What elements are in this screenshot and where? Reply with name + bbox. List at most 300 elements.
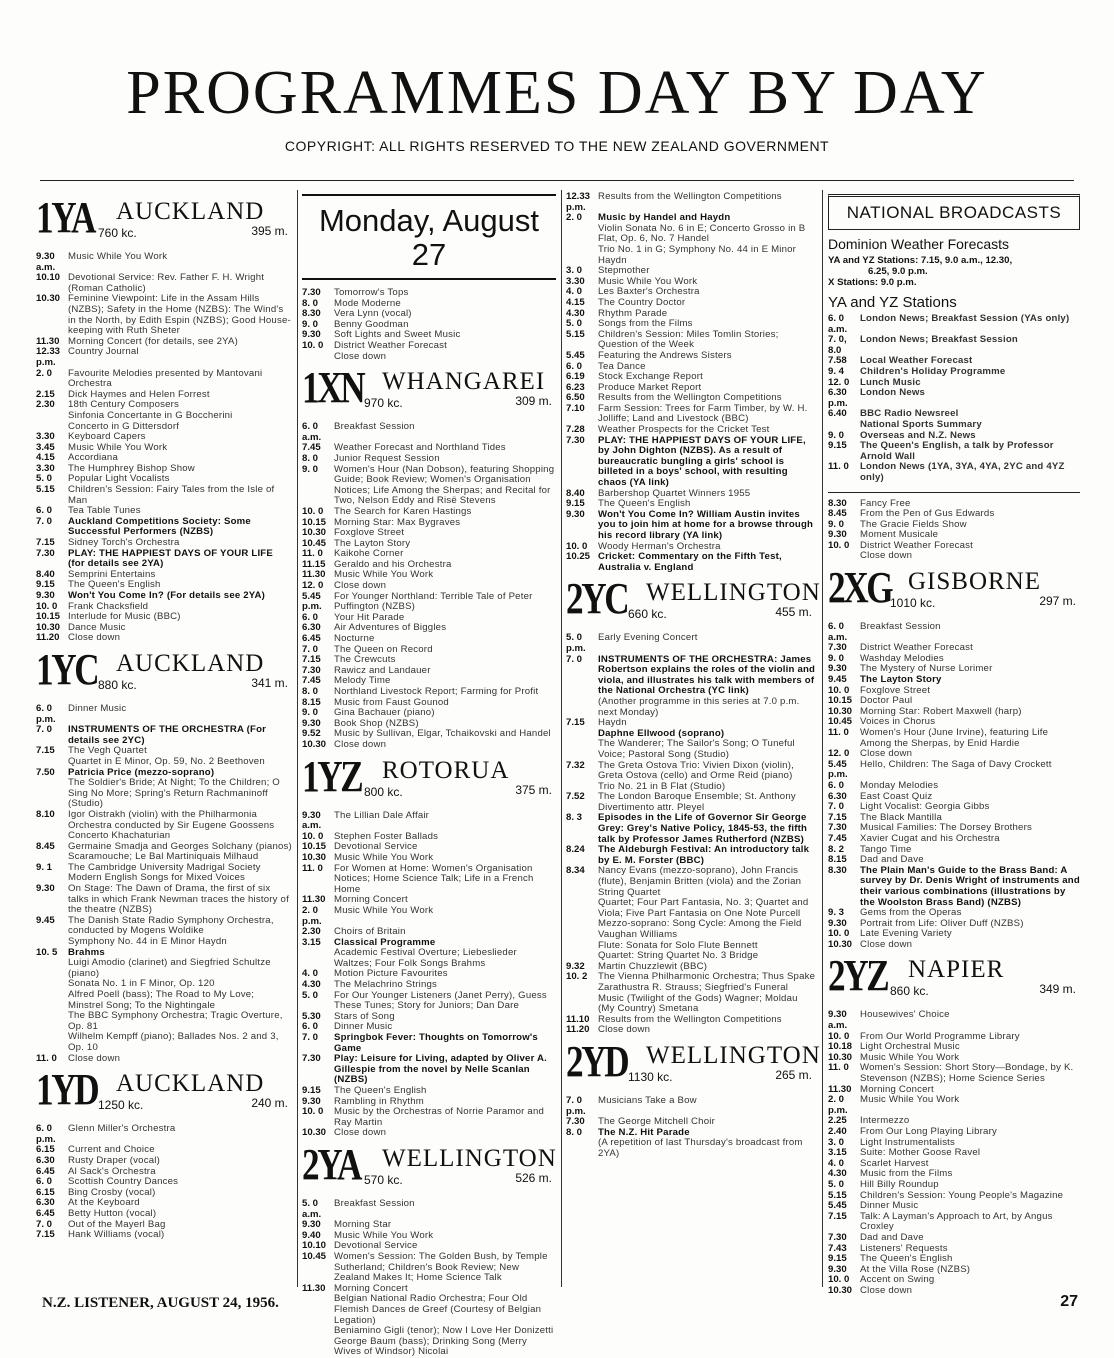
programme-title: Dance Music: [68, 621, 126, 633]
station-city: NAPIER: [908, 956, 1005, 984]
programme-title: The Layton Story: [860, 674, 942, 686]
programme-title: Women's Hour (Nan Dobson), featuring Shopping Guide; Book Review; Women's Organisation Notices; Life Among the Sherpas; and Recital for Two, Nelson Eddy and Risë Stevens: [334, 463, 555, 507]
programme-title: Music While You Work: [68, 441, 168, 453]
programme-time: 10. 0: [302, 830, 324, 842]
programme-time: 3. 0: [828, 1136, 845, 1148]
programme-title: Benny Goodman: [334, 318, 409, 330]
programme-title: Breakfast Session: [860, 621, 941, 633]
station-frequency: 1250 kc.: [98, 1098, 144, 1113]
programme-title: Children's Session: Young People's Magazine: [860, 1189, 1064, 1201]
programme-time: 6. 0 p.m.: [36, 702, 56, 725]
programme-time: 7.28: [566, 424, 585, 436]
station-block: [36, 193, 292, 644]
programme-time: 6. 0 a.m.: [828, 313, 848, 335]
programme-time: 4.30: [828, 1168, 847, 1180]
programme-time: 10.30: [828, 1284, 853, 1296]
programme-title: Children's Session: Fairy Tales from the Isle of Man: [68, 484, 275, 506]
programme-title: Talk: A Layman's Approach to Art, by Angus Croxley: [860, 1210, 1053, 1233]
programme-title: Women's Session: Short Story—Bondage, by K. Stevenson (NZBS); Home Science Series: [860, 1062, 1074, 1085]
station-header: [36, 1065, 292, 1120]
programme-title: The Plain Man's Guide to the Brass Band: A survey by Dr. Denis Wright of instruments and their various combinations (illustrations by the Woolston Brass Band) (NZBS): [860, 864, 1080, 908]
station-call-sign: 2YA: [302, 1139, 361, 1189]
programme-title: Your Hit Parade: [334, 611, 405, 623]
programme-title: The Humphrey Bishop Show: [68, 462, 195, 474]
programme-time: [36, 958, 68, 979]
programme-title: Geraldo and his Orchestra: [334, 558, 452, 570]
programme-row: [566, 245, 816, 266]
programme-title: Brahms: [68, 946, 105, 958]
programme-title: Rhythm Parade: [598, 307, 668, 319]
programme-title: Semprini Entertains: [68, 568, 156, 580]
programme-time: 9.15: [828, 1253, 847, 1265]
programme-time: 7.15: [828, 1210, 847, 1222]
programme-title: Dinner Music: [860, 1200, 919, 1212]
programme-time: 8. 2: [828, 843, 845, 855]
programme-title: Popular Light Vocalists: [68, 473, 170, 485]
programme-title: The Danish State Radio Symphony Orchestra, conducted by Mogens Woldike: [68, 914, 274, 937]
programme-time: 7.15: [566, 717, 585, 729]
programme-title: Igor Oistrakh (violin) with the Philharmonia Orchestra conducted by Sir Eugene Goossens: [68, 808, 275, 831]
programme-title: Beniamino Gigli (tenor); Now I Love Her Donizetti: [334, 1325, 554, 1337]
programme-time: 10. 0: [302, 505, 324, 517]
programme-title: The Greta Ostova Trio: Vivien Dixon (violin), Greta Ostova (cello) and Orme Reid (piano): [598, 759, 794, 782]
programme-row: [566, 404, 816, 425]
programme-time: 3.30: [36, 431, 55, 443]
programme-time: 11.30: [302, 1282, 326, 1294]
programme-time: 5. 0 p.m.: [566, 632, 586, 654]
programme-title: Light Instrumentalists: [860, 1136, 956, 1148]
programme-time: 7. 0, 8.0: [828, 334, 847, 356]
programme-time: 10.10: [36, 272, 61, 284]
programme-title: Accordiana: [68, 452, 118, 464]
programme-time: 11. 0: [36, 1052, 57, 1064]
programme-title: Close down: [334, 580, 387, 592]
programme-time: [36, 411, 68, 422]
station-city: WELLINGTON: [382, 1144, 557, 1172]
programme-title: Keyboard Capers: [68, 431, 146, 443]
programme-time: 11.30: [302, 569, 326, 581]
programme-time: 2. 0 p.m.: [302, 904, 322, 927]
programme-row: [36, 778, 292, 810]
programme-row: [302, 1128, 556, 1139]
programme-title: The Queen's English: [68, 579, 161, 591]
station-frequency: 880 kc.: [98, 677, 137, 692]
programme-time: 10.15: [36, 611, 61, 623]
programme-time: 10.15: [828, 695, 853, 707]
programme-title: INSTRUMENTS OF THE ORCHESTRA (For details see 2YC): [68, 724, 267, 746]
programme-time: 6. 0 a.m.: [302, 421, 322, 443]
programme-title: The Country Doctor: [598, 296, 686, 308]
programme-title: Weather Forecast and Northland Tides: [334, 442, 506, 454]
programme-time: 8.30: [302, 308, 321, 320]
programme-time: 4.30: [566, 307, 585, 319]
programme-title: Devotional Service: [334, 841, 418, 853]
weather-line: YA and YZ Stations: 7.15, 9.0 a.m., 12.30,: [828, 255, 1013, 266]
programme-time: 4. 0: [302, 968, 319, 980]
programme-title: Music from Faust Gounod: [334, 696, 449, 708]
programme-row: [36, 757, 292, 768]
programme-title: Frank Chacksfield: [68, 600, 149, 612]
programme-title: Nancy Evans (mezzo-soprano), John Francis (flute), Benjamin Britten (viola) and the Zorian String Quartet: [598, 865, 802, 898]
programme-time: 9.30 a.m.: [828, 1009, 848, 1032]
station-block: [36, 1065, 292, 1241]
programme-row: [36, 958, 292, 979]
programme-title: Light Orchestral Music: [860, 1041, 960, 1053]
programme-title: Dad and Dave: [860, 1231, 924, 1243]
programme-title: Results from the Wellington Competitions: [598, 191, 782, 202]
programme-time: 10. 0: [36, 600, 58, 612]
programme-time: 4.15: [36, 452, 55, 464]
programme-title: Housewives' Choice: [860, 1009, 950, 1021]
programme-time: 7.30: [566, 1116, 585, 1128]
programme-title: Belgian National Radio Orchestra; Four Old Flemish Dances de Greef (Courtesy of Belgian Legation): [334, 1293, 542, 1326]
programme-time: 6.30 p.m.: [828, 387, 848, 409]
programme-row: [36, 549, 292, 570]
column-1: [36, 192, 292, 1287]
programme-title: Stars of Song: [334, 1010, 395, 1022]
programme-row: [828, 335, 1080, 356]
programme-title: Sidney Torch's Orchestra: [68, 537, 180, 549]
programme-row: [36, 517, 292, 538]
programme-title: The Crewcuts: [334, 654, 396, 666]
programme-title: Episodes in the Life of Governor Sir George Grey: Grey's Native Policy, 1845-53, the fifth talk by Professor James Rutherford (NZBS): [598, 812, 808, 845]
programme-row: [302, 1033, 556, 1054]
ya-yz-stations-heading: YA and YZ Stations: [828, 294, 957, 311]
station-call-sign: 1YD: [36, 1065, 98, 1115]
programme-time: 9.30: [828, 663, 847, 675]
programme-time: 9.15: [828, 440, 847, 452]
programme-title: Won't You Come In? (For details see 2YA): [68, 590, 266, 601]
programme-title: London News: [860, 387, 926, 399]
programme-time: [36, 1011, 68, 1032]
programme-title: Women's Hour (June Irvine), featuring Life Among the Sherpas, by Enid Hardie: [860, 727, 1049, 749]
programme-title: The Vegh Quartet: [68, 745, 147, 757]
station-city: GISBORNE: [908, 568, 1042, 596]
programme-time: 7.30: [566, 434, 585, 446]
station-block: [566, 574, 821, 1036]
programme-time: 9.30: [828, 917, 847, 929]
programme-row: [36, 1209, 292, 1220]
programme-time: 5.45: [566, 349, 585, 361]
programme-title: Barbershop Quartet Winners 1955: [598, 487, 751, 499]
programme-row: [566, 192, 816, 213]
programme-row: [302, 341, 556, 352]
programme-title: Voices in Chorus: [860, 716, 936, 728]
programme-row: [828, 834, 1080, 845]
programme-time: [566, 697, 598, 718]
programme-row: [302, 465, 556, 507]
programme-title: Early Evening Concert: [598, 632, 698, 644]
station-block: [302, 751, 556, 1139]
national-broadcasts-box: NATIONAL BROADCASTS: [828, 194, 1080, 230]
programme-time: 10. 0: [302, 1106, 324, 1118]
programme-row: [566, 866, 816, 898]
programme-row: [302, 906, 556, 927]
programme-title: Tea Dance: [598, 360, 646, 372]
station-header: [36, 644, 292, 700]
programme-title: Morning Concert: [860, 1083, 934, 1095]
programme-title: Weather Prospects for the Cricket Test: [598, 424, 770, 436]
programme-time: 11. 0: [302, 548, 323, 560]
programme-time: 6.30: [828, 790, 847, 802]
programme-title: Scarlet Harvest: [860, 1157, 929, 1169]
station-wavelength: 349 m.: [1039, 982, 1076, 997]
programme-time: 6.30: [302, 622, 321, 634]
programme-title: Gems from the Operas: [860, 907, 962, 919]
programme-title: Music While You Work: [334, 904, 434, 916]
programme-title: Close down: [860, 938, 913, 950]
programme-row: [566, 845, 816, 866]
programme-title: Intermezzo: [860, 1115, 910, 1127]
programme-title: Results from the Wellington Competitions: [598, 1013, 782, 1025]
programme-title: Morning Concert (for details, see 2YA): [68, 335, 239, 347]
programme-title: Dad and Dave: [860, 854, 924, 866]
programme-title: The N.Z. Hit Parade: [598, 1126, 690, 1138]
weather-line: X Stations: 9.0 p.m.: [828, 277, 917, 288]
programme-title: On Stage: The Dawn of Drama, the first of six talks in which Frank Newman traces the history of the theatre (NZBS): [68, 883, 289, 916]
programme-time: 11.20: [36, 632, 60, 644]
programme-title: Motion Picture Favourites: [334, 968, 448, 980]
programme-time: 5.15: [36, 484, 55, 496]
programme-title: Children's Session: Miles Tomlin Stories; Question of the Week: [598, 328, 779, 351]
programme-time: 9.30: [828, 529, 847, 541]
column-divider: [822, 190, 823, 1287]
programme-row: [302, 991, 556, 1012]
programme-time: 7.15: [36, 537, 55, 549]
programme-time: 6. 0: [828, 779, 845, 791]
programme-title: Women's Session: The Golden Bush, by Temple Sutherland; Children's Book Review; New Zealand Makes It; Home Science Talk: [334, 1250, 548, 1284]
programme-row: [828, 388, 1080, 409]
programme-title: Rusty Draper (vocal): [68, 1154, 160, 1166]
programme-time: 6.30: [36, 1154, 55, 1166]
programme-row: [36, 1156, 292, 1167]
programme-row: [828, 1180, 1080, 1191]
programme-time: 9.32: [566, 960, 585, 972]
programme-time: 8.15: [828, 854, 847, 866]
programme-time: 5.45 p.m.: [302, 590, 322, 613]
programme-title: Dinner Music: [68, 702, 127, 714]
programme-time: 10.25: [566, 551, 591, 563]
programme-title: Haydn: [598, 717, 627, 729]
programme-title: Rawicz and Landauer: [334, 664, 431, 676]
programme-time: 2.30: [302, 926, 321, 938]
programme-title: Tea Table Tunes: [68, 505, 141, 517]
programme-row: [828, 781, 1080, 792]
programme-time: 9. 0: [302, 463, 319, 475]
programme-time: 5. 0: [828, 1178, 845, 1190]
programme-time: 6. 0: [302, 1021, 319, 1033]
programme-title: Accent on Swing: [860, 1274, 935, 1286]
programme-time: 9.30: [566, 508, 585, 520]
programme-time: 7.15: [828, 811, 847, 823]
station-header: [302, 363, 556, 418]
station-block: [302, 363, 556, 750]
programme-time: [302, 1326, 334, 1337]
programme-title: The Search for Karen Hastings: [334, 505, 472, 517]
programme-time: 9.40: [302, 1229, 321, 1241]
programme-title: Close down: [860, 748, 913, 760]
programme-time: 4.15: [566, 296, 585, 308]
programme-title: Music by Sullivan, Elgar, Tchaikovski and Handel: [334, 728, 551, 740]
programme-time: [302, 948, 334, 969]
programme-title: Choirs of Britain: [334, 926, 406, 938]
programme-row: [36, 369, 292, 390]
programme-time: 7.30: [302, 1053, 321, 1065]
station-frequency: 660 kc.: [628, 607, 667, 622]
programme-title: Sinfonia Concertante in G Boccherini: [68, 409, 233, 421]
programme-title: Won't You Come In? William Austin invites you to join him at home for a browse through his record library (YA link): [598, 508, 814, 541]
programme-title: Hello, Children: The Saga of Davy Crockett: [860, 758, 1052, 770]
publication-footer: N.Z. LISTENER, AUGUST 24, 1956.: [42, 1295, 279, 1311]
programme-row: [566, 972, 816, 1014]
programme-time: 7.30: [828, 822, 847, 834]
programme-title: For Younger Northland: Terrible Tale of Peter Puffington (NZBS): [334, 590, 533, 613]
programme-title: The London Baroque Ensemble; St. Anthony Divertimento attr. Pleyel: [598, 791, 796, 813]
programme-row: [302, 288, 556, 299]
programme-time: 12. 0: [828, 748, 850, 760]
programme-title: Music by the Orchestras of Norrie Paramor and Ray Martin: [334, 1106, 545, 1128]
programme-time: 9.52: [302, 728, 321, 740]
programme-time: 7. 0: [828, 801, 845, 813]
programme-row: [566, 1025, 816, 1036]
programme-time: 2. 0: [566, 212, 583, 224]
programme-time: 7.30: [36, 547, 55, 559]
programme-time: 9.30 a.m.: [36, 251, 56, 273]
programme-time: 11.30: [302, 894, 326, 906]
programme-title: Music While You Work: [598, 275, 698, 287]
programme-time: 10. 0: [828, 928, 850, 940]
station-wavelength: 309 m.: [515, 394, 552, 409]
programme-time: 9.45: [828, 674, 847, 686]
programme-title: Songs from the Films: [598, 318, 693, 330]
programme-row: [828, 462, 1080, 483]
station-header: [302, 751, 556, 807]
page-title: PROGRAMMES DAY BY DAY: [126, 59, 988, 127]
programme-time: 7.45: [302, 675, 321, 687]
programme-title: Book Shop (NZBS): [334, 717, 419, 729]
station-header: [302, 1139, 557, 1195]
programme-row: [36, 1011, 292, 1032]
station-frequency: 760 kc.: [98, 226, 137, 240]
programme-title: Luigi Amodio (clarinet) and Siegfried Schultze (piano): [68, 957, 271, 979]
programme-time: 12. 0: [828, 376, 850, 388]
programme-title: The Aldeburgh Festival: An introductory talk by E. M. Forster (BBC): [598, 844, 810, 866]
station-call-sign: 2XG: [828, 563, 892, 613]
programme-row: [302, 1107, 556, 1128]
programme-title: Northland Livestock Report; Farming for Profit: [334, 686, 539, 697]
programme-time: 6.45: [302, 633, 321, 645]
programme-title: Music While You Work: [860, 1051, 960, 1063]
programme-row: [566, 739, 816, 760]
programme-time: 10.30: [36, 293, 61, 305]
programme-row: [302, 1054, 556, 1086]
programme-time: 2. 0: [36, 367, 53, 379]
programme-title: Close down: [598, 1024, 651, 1036]
programme-title: Auckland Competitions Society: Some Successful Performers (NZBS): [68, 515, 251, 538]
station-frequency: 1010 kc.: [890, 596, 936, 611]
programme-row: [828, 551, 1080, 562]
programme-time: 3. 0: [566, 265, 583, 277]
programme-title: Gina Bachauer (piano): [334, 707, 435, 719]
programme-title: Close down: [860, 550, 913, 562]
programme-time: 10. 0: [828, 1030, 850, 1042]
programme-title: Symphony No. 44 in E Minor Haydn: [68, 936, 227, 948]
programme-time: 7.50: [36, 766, 55, 778]
programme-row: [566, 919, 816, 940]
programme-time: 5.15: [828, 1189, 847, 1201]
programme-title: The Vienna Philharmonic Orchestra; Thus Spake Zarathustra R. Strauss; Siegfried's Funeral Music (Twilight of the Gods) Wagner; Moldau (My Country) Smetana: [598, 971, 816, 1015]
programme-title: Alfred Poell (bass); The Road to My Love; Minstrel Song; To the Nightingale: [68, 989, 255, 1011]
programme-title: Germaine Smadja and Georges Solchany (pianos): [68, 840, 292, 852]
programme-title: Air Adventures of Biggles: [334, 622, 447, 634]
programme-title: Fancy Free: [860, 497, 911, 509]
programme-title: BBC Radio Newsreel: [860, 408, 959, 420]
programme-row: [302, 352, 556, 363]
programme-title: Sonata No. 1 in F Minor, Op. 120: [68, 978, 215, 990]
programme-time: 7.15: [302, 654, 321, 666]
programme-time: 12.33 p.m.: [36, 346, 61, 368]
programme-time: 7. 0: [36, 724, 53, 736]
programme-title: The Queen's English: [334, 1085, 427, 1096]
programme-time: 9.15: [566, 498, 585, 510]
programme-title: Interlude for Music (BBC): [68, 611, 181, 623]
programme-title: Late Evening Variety: [860, 928, 952, 940]
programme-title: Classical Programme: [334, 936, 436, 948]
station-block: [828, 563, 1080, 950]
programme-row: [36, 633, 292, 644]
programme-row: [566, 655, 816, 697]
column-divider: [297, 190, 298, 1287]
programme-title: Music by Handel and Haydn: [598, 212, 731, 224]
station-header: [828, 951, 1080, 1006]
programme-time: 7. 0 p.m.: [566, 1094, 586, 1117]
programme-time: 7.30: [828, 642, 847, 654]
programme-title: Music While You Work: [860, 1094, 960, 1106]
programme-row: [828, 1127, 1080, 1138]
programme-time: 6.23: [566, 381, 585, 393]
station-city: ROTORUA: [382, 756, 510, 784]
programme-row: [36, 1054, 292, 1065]
programme-time: 7.58: [828, 355, 847, 367]
programme-time: 10.30: [302, 851, 327, 863]
programme-time: 10.18: [828, 1041, 853, 1053]
station-wavelength: 375 m.: [515, 782, 552, 797]
programme-row: [36, 1032, 292, 1053]
programme-title: Soft Lights and Sweet Music: [334, 329, 461, 341]
programme-title: Play: Leisure for Living, adapted by Oliver A. Gillespie from the novel by Nelle Scanlan (NZBS): [334, 1053, 548, 1086]
programme-time: 9. 3: [828, 907, 845, 919]
programme-title: London News (1YA, 3YA, 4YA, 2YC and 4YZ only): [860, 461, 1065, 483]
programme-time: 7.43: [828, 1242, 847, 1254]
programme-title: Suite: Mother Goose Ravel: [860, 1147, 981, 1159]
programme-row: [828, 1095, 1080, 1116]
programme-time: [828, 420, 860, 431]
programme-title: Morning Star: [334, 1219, 392, 1231]
programme-time: 5. 0: [36, 473, 53, 485]
programme-time: 10.15: [302, 841, 327, 853]
programme-time: 8.34: [566, 865, 585, 877]
station-call-sign: 2YZ: [828, 951, 888, 1001]
programme-time: 6.45: [36, 1165, 55, 1177]
programme-title: Close down: [334, 1127, 387, 1139]
programme-title: Dick Haymes and Helen Forrest: [68, 388, 210, 400]
programme-time: 6.30: [36, 1197, 55, 1209]
programme-time: 7.15: [36, 745, 55, 757]
programme-title: The BBC Symphony Orchestra; Tragic Overture, Op. 81: [68, 1010, 283, 1032]
programme-title: Trio No. 1 in G; Symphony No. 44 in E Minor Haydn: [598, 243, 797, 266]
station-city: WELLINGTON: [646, 1041, 821, 1069]
programme-title: Foxglove Street: [860, 684, 931, 696]
